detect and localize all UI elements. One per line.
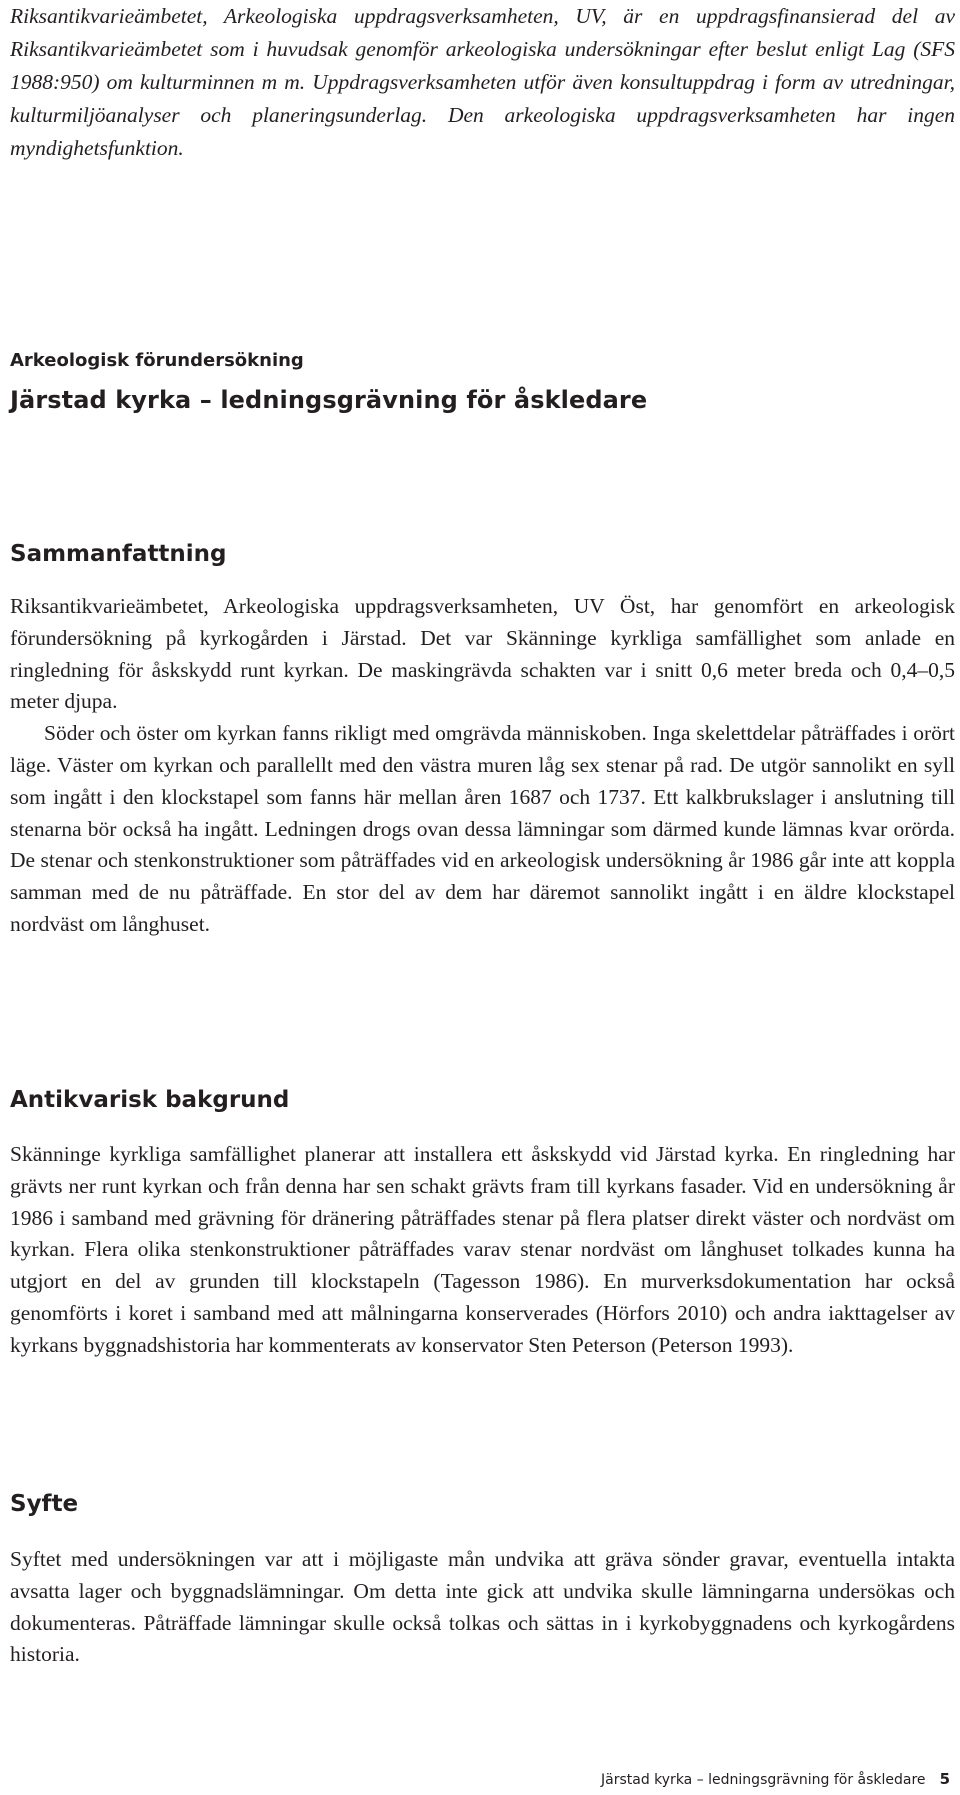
paragraph: Syftet med undersökningen var att i möjligaste mån undvika att gräva sönder gravar, eventuella intakta avsatta lager och byggnadslämningar. Om detta inte gick att undvika skulle lämningarna undersökas och dokumenteras. Påträffade lämningar skulle också tolkas och sättas in i kyrkobyggnadens och kyrkogårdens historia.	[10, 1547, 955, 1667]
section-sammanfattning-body	[10, 591, 955, 941]
paragraph: Söder och öster om kyrkan fanns rikligt med omgrävda människoben. Inga skelettdelar påträffades i orört läge. Väster om kyrkan och parallellt med den västra muren låg sex stenar på rad. De utgör sannolikt en syll som ingått i den klockstapel som fanns här mellan åren 1687 och 1737. Ett kalkbrukslager i anslutning till stenarna bör också ha ingått. Ledningen drogs ovan dessa lämningar som därmed kunde lämnas kvar orörda. De stenar och stenkonstruktioner som påträffades vid en arkeologisk undersökning år 1986 går inte att koppla samman med de nu påträffade. En stor del av dem har däremot sannolikt ingått i en äldre klockstapel nordväst om långhuset.	[10, 721, 955, 936]
heading-syfte: Syfte	[10, 1491, 79, 1517]
paragraph: Skänninge kyrkliga samfällighet planerar att installera ett åskskydd vid Järstad kyrka. En ringledning har grävts ner runt kyrkan och från denna har sen schakt grävts fram till kyrkans fasader. Vid en undersökning år 1986 i samband med grävning för dränering påträffades stenar på flera platser direkt väster och nordväst om kyrkan. Flera olika stenkonstruktioner påträffades varav stenar nordväst om långhuset tolkades kunna ha utgjort en del av grunden till klockstapeln (Tagesson 1986). En murverksdokumentation har också genomförts i koret i samband med att målningarna konserverades (Hörfors 2010) och andra iakttagelser av kyrkans byggnadshistoria har kommenterats av konservator Sten Peterson (Peterson 1993).	[10, 1142, 955, 1357]
report-title: Järstad kyrka – ledningsgrävning för åskledare	[10, 386, 648, 414]
section-syfte-body	[10, 1544, 955, 1671]
page-number: 5	[939, 1770, 950, 1788]
section-antikvarisk-body	[10, 1139, 955, 1362]
paragraph: Riksantikvarieämbetet, Arkeologiska uppdragsverksamheten, UV Öst, har genomfört en arkeologisk förundersökning på kyrkogården i Järstad. Det var Skänninge kyrkliga samfällighet som anlade en ringledning för åskskydd runt kyrkan. De maskingrävda schakten var i snitt 0,6 meter breda och 0,4–0,5 meter djupa.	[10, 594, 955, 714]
footer-running-title: Järstad kyrka – ledningsgrävning för åskledare	[601, 1772, 926, 1788]
page-footer	[601, 1770, 950, 1788]
heading-antikvarisk-bakgrund: Antikvarisk bakgrund	[10, 1087, 290, 1113]
heading-sammanfattning: Sammanfattning	[10, 541, 227, 567]
report-kicker: Arkeologisk förundersökning	[10, 350, 304, 371]
intro-paragraph: Riksantikvarieämbetet, Arkeologiska uppdragsverksamheten, UV, är en uppdragsfinansierad del av Riksantikvarieämbetet som i huvudsak genomför arkeologiska undersökningar efter beslut enligt Lag (SFS 1988:950) om kulturminnen m m. Uppdragsverksamheten utför även konsultuppdrag i form av utredningar, kulturmiljöanalyser och planeringsunderlag. Den arkeologiska uppdragsverksamheten har ingen myndighetsfunktion.	[10, 4, 955, 160]
